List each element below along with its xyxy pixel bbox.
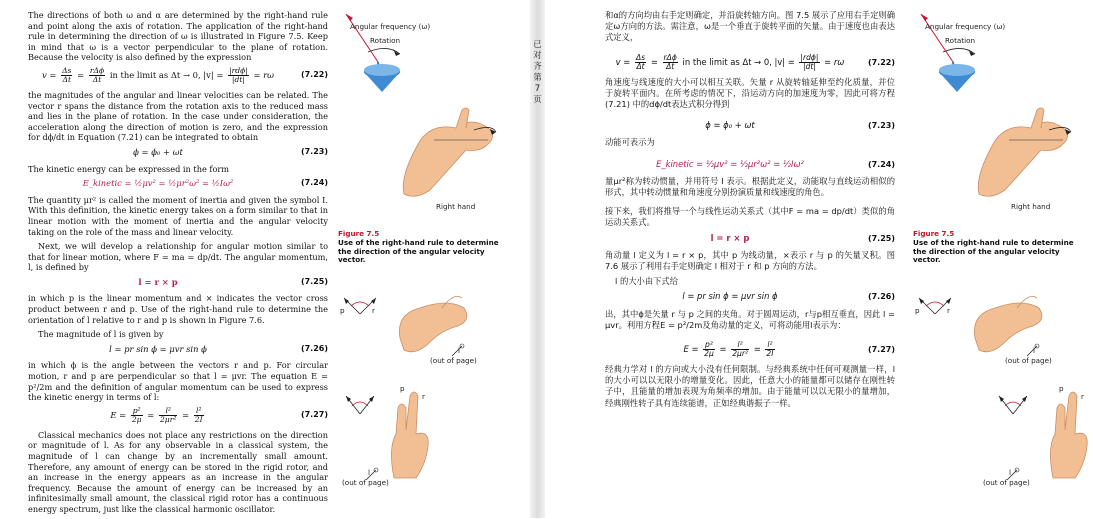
right-paragraph-5: 接下来，我们将推导一个与线性运动关系式（其中F = ma = dp/dt）类似的角运动关系式。 [605,206,895,228]
equation-number: (7.23) [300,146,328,156]
right-hand-rule-curled-illustration-zh [913,284,1093,366]
right-paragraph-1: 和α的方向均由右手定则确定，并沿旋转轴方向。图 7.5 展示了应用右手定则确定ω方向的方法。需注意，ω是一个垂直于旋转平面的矢量。由于速度也由表达式定义， [605,10,895,43]
omega-label: Angular frequency (ω) [350,22,431,31]
equation-7-27: E = $\frac{\text{p²}}{2\mu}$ = $\frac{\text{l²}}{\text{2μr²}}$ = $\frac{\text{l²}}{2I}$ (7.27) [110,405,328,424]
left-paragraph-2: the magnitudes of the angular and linear velocities can be related. The vector r spans the distance from the rotation axis to the reduced mass and lies in the plane of rotation. In the case under consideration, the acceleration along the direction of motion is zero, and the expression for dϕ/dt in Equation (7.21) can be integrated to obtain [28,89,328,143]
equation-number: (7.26) [867,292,895,302]
equation-7-26-zh: l = pr sin ϕ = μvr sin ϕ (7.26) [682,291,895,302]
p-label-b: p [400,384,405,393]
equation-7-22-body: v = $\frac{\Delta s}{\Delta t}$ = $\frac{\text{rΔϕ}}{\Delta t}$ in the limit as Δt → 0, |v| = $\frac{\text{|rdϕ|}}{|dt|}$ = rω [41,65,275,84]
equation-7-23-zh: ϕ = ϕ₀ + ωt (7.23) [705,120,895,131]
equation-number: (7.24) [867,159,895,169]
right-hand-rule-fingers-illustration [338,378,518,488]
right-paragraph-9: 经典力学对 l 的方向或大小没有任何限制。与经典系统中任何可观测量一样，l 的大小可以以无限小的增量变化。因此，任意大小的能量都可以储存在刚性转子中，且能量的增加表现为角频率的增加。由于能量可以以无限小的量增加，经典刚性转子具有连续能谱，正如经典谐振子一样。 [605,364,895,408]
equation-7-24: E_kinetic = ½μv² = ½μr²ω² = ½Iω² (7.24) [82,178,328,189]
equation-number: (7.22) [867,57,895,67]
spinning-top-illustration-zh [913,0,1093,230]
l-label-a-zh: l [1033,346,1035,355]
left-text-column [28,10,328,519]
figure-id-zh: Figure 7.5 [913,229,955,238]
p-label-a-zh: p [915,306,920,315]
equation-number: (7.23) [867,121,895,131]
equation-7-23: ϕ = ϕ₀ + ωt (7.23) [133,146,328,157]
equation-7-25: l = r × p (7.25) [138,276,328,287]
equation-number: (7.25) [300,276,328,286]
left-paragraph-7: The magnitude of l is given by [38,329,164,340]
figure-id: Figure 7.5 [338,229,380,238]
l-label-b-zh: l [1009,468,1011,477]
left-paragraph-4: The quantity μr² is called the moment of inertia and given the symbol I. With this definition, the kinetic energy takes on a form similar to that in linear motion with the moment of inertia and the angular velocity taking on the role of the mass and linear velocity. [28,194,328,237]
r-label-b: r [422,392,425,401]
equation-number: (7.27) [300,410,328,420]
left-paragraph-5: Next, we will develop a relationship for angular motion similar to that for linear motion, where F = ma = dp/dt. The angular momentum, l, is defined by [28,241,328,273]
l-label-a: l [458,346,460,355]
left-paragraph-8: in which ϕ is the angle between the vectors r and p. For circular motion, r and p are perpendicular so that l = μvr. The equation E = p²/2m and the definition of angular momentum can be used to express the kinetic energy in terms of l: [28,360,328,403]
left-page [0,0,530,518]
out-of-page-label-b-zh: (out of page) [983,478,1030,487]
l-label-b: l [368,468,370,477]
equation-7-25-zh: l = r × p (7.25) [710,232,895,243]
right-hand-rule-curled-illustration [338,284,518,366]
figure-caption-zh [913,230,1085,265]
rotation-label-zh: Rotation [945,36,976,45]
alignment-label: 已对齐第 7 页 [533,40,542,105]
rotation-label: Rotation [370,36,401,45]
right-hand-label-zh: Right hand [1011,202,1051,211]
figure-caption [338,230,510,265]
p-label-a: p [340,306,345,315]
right-hand-rule-fingers-illustration-zh [913,378,1093,488]
omega-label-zh: Angular frequency (ω) [925,22,1006,31]
spinning-top-illustration [338,0,518,230]
right-text-column [605,10,895,413]
out-of-page-label-b: (out of page) [342,478,389,487]
left-figure-column [338,0,518,518]
left-paragraph-1: The directions of both ω and α are determined by the right-hand rule and point along the axis of rotation. The application of the right-hand rule in determining the direction of ω is illustrated in Figure 7.5. Keep in mind that ω is a vector perpendicular to the plane of rotation. Because the velocity is also defined by the expression [28,10,328,63]
equation-7-26: l = pr sin ϕ = μvr sin ϕ (7.26) [109,343,328,354]
page-gutter [530,0,545,518]
right-page [545,0,1084,518]
left-paragraph-3: The kinetic energy can be expressed in the form [28,163,230,174]
equation-7-27-zh: E = $\frac{\text{p²}}{2\mu}$ = $\frac{\text{l²}}{\text{2μr²}}$ = $\frac{\text{l²}}{2I}$ (7.27) [683,340,895,359]
right-paragraph-6: 角动量 l 定义为 l = r × p，其中 p 为线动量，×表示 r 与 p 的矢量叉积。图 7.6 展示了利用右手定则确定 l 相对于 r 和 p 方向的方法。 [605,249,895,272]
right-paragraph-4: 量μr²称为转动惯量，并用符号 I 表示。根据此定义，动能取与直线运动相似的形式，其中转动惯量和角速度分别扮演质量和线速度的角色。 [605,175,895,198]
equation-number: (7.26) [300,343,328,353]
right-figure-column [913,0,1093,518]
r-label-b-zh: r [1081,392,1084,401]
equation-number: (7.22) [300,70,328,80]
right-paragraph-8: 出，其中ϕ是矢量 r 与 p 之间的夹角。对于圆周运动，r与p相互垂直，因此 l = μvr。利用方程E = p²/2m及角动量的定义，可将动能用l表示为： [605,308,895,330]
figure-caption-text: Use of the right-hand rule to determine the direction of the angular velocity vector. [338,237,499,265]
left-paragraph-9: Classical mechanics does not place any restrictions on the direction or magnitude of l. As for any observable in a classical system, the magnitude of l can change by an incrementally small amount. Therefore, any amount of energy can be stored in the rigid rotor, and an increase in the energy appears as an increase in the angular frequency. Because the amount of energy can be increased by an infinitesimally small amount, the classical rigid rotor has a continuous energy spectrum, just like the classical harmonic oscillator. [28,429,328,514]
r-label-a: r [372,306,375,315]
figure-caption-text-zh: Use of the right-hand rule to determine the direction of the angular velocity vector. [913,237,1074,265]
out-of-page-label-a-zh: (out of page) [1005,356,1052,365]
right-paragraph-2: 角速度与线速度的大小可以相互关联。矢量 r 从旋转轴延伸至约化质量，并位于旋转平面内。在所考虑的情况下，沿运动方向的加速度为零，因此可将方程 (7.21) 中的dϕ/dt表达式积分得到 [605,76,895,110]
right-paragraph-3: 动能可表示为 [605,137,655,148]
equation-number: (7.25) [867,233,895,243]
equation-number: (7.27) [867,344,895,354]
equation-7-24-zh: E_kinetic = ½μv² = ½μr²ω² = ½Iω² (7.24) [656,158,895,169]
out-of-page-label-a: (out of page) [430,356,477,365]
equation-7-22-zh: v = $\frac{\Delta s}{\Delta t}$ = $\frac{\text{rΔϕ}}{\Delta t}$ in the limit as Δt → 0, |v| = $\frac{\text{|rdϕ|}}{|dt|}$ = rω (7.22) [615,52,895,71]
left-paragraph-6: in which p is the linear momentum and × indicates the vector cross product between r and p. Use of the right-hand rule to determine the orientation of l relative to r and p is shown in Figure 7.6. [28,293,328,325]
p-label-b-zh: p [1059,384,1064,393]
r-label-a-zh: r [947,306,950,315]
equation-number: (7.24) [300,178,328,188]
right-paragraph-7: l 的大小由下式给 [615,276,679,287]
equation-7-22 [28,67,328,84]
right-hand-label: Right hand [436,202,476,211]
